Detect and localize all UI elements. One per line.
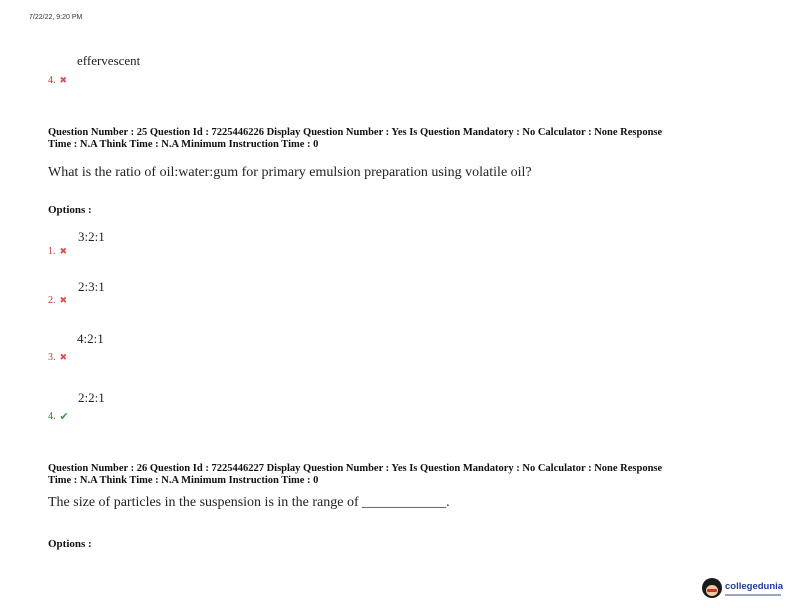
q25-meta-line1: Question Number : 25 Question Id : 7225446226 Display Question Number : Yes Is Question Mandatory : No Calculator : None Response xyxy=(48,127,663,138)
q25-meta xyxy=(48,127,768,151)
q25-option-2-text: 2:3:1 xyxy=(78,279,105,294)
cross-icon: ✖ xyxy=(59,75,68,86)
q25-option-3-text: 4:2:1 xyxy=(77,331,104,346)
q25-option-4-number: 4. xyxy=(48,411,56,422)
q26-options-label: Options : xyxy=(48,538,92,550)
cross-icon: ✖ xyxy=(59,352,68,363)
logo-tagline-bar xyxy=(725,594,781,596)
q25-option-4-marker xyxy=(48,410,69,423)
mascot-face-icon xyxy=(702,578,722,598)
q25-option-2-marker xyxy=(48,295,67,306)
q25-option-3-marker xyxy=(48,352,67,363)
collegedunia-logo xyxy=(702,574,786,602)
prev-option-4-text: effervescent xyxy=(77,53,141,68)
prev-option-4-number: 4. xyxy=(48,75,56,86)
q25-option-1-number: 1. xyxy=(48,246,56,257)
q25-option-1-text: 3:2:1 xyxy=(78,229,105,244)
q26-meta-line2: Time : N.A Think Time : N.A Minimum Instruction Time : 0 xyxy=(48,475,319,486)
q26-meta xyxy=(48,463,768,487)
q25-question-text: What is the ratio of oil:water:gum for primary emulsion preparation using volatile oil? xyxy=(48,165,532,180)
q25-option-4-text: 2:2:1 xyxy=(78,390,105,405)
q25-option-1-marker xyxy=(48,246,67,257)
checkmark-icon: ✔ xyxy=(59,410,69,423)
cross-icon: ✖ xyxy=(59,246,68,257)
print-timestamp: 7/22/22, 9:20 PM xyxy=(29,14,83,21)
cross-icon: ✖ xyxy=(59,295,68,306)
q25-option-2-number: 2. xyxy=(48,295,56,306)
logo-name: collegedunia xyxy=(725,580,784,592)
q26-meta-line1: Question Number : 26 Question Id : 7225446227 Display Question Number : Yes Is Question Mandatory : No Calculator : None Response xyxy=(48,463,663,474)
q25-option-3-number: 3. xyxy=(48,352,56,363)
q26-question-text: The size of particles in the suspension is in the range of ____________. xyxy=(48,495,450,510)
q25-options-label: Options : xyxy=(48,204,92,216)
q25-meta-line2: Time : N.A Think Time : N.A Minimum Instruction Time : 0 xyxy=(48,139,319,150)
prev-option-4-marker xyxy=(48,75,67,86)
